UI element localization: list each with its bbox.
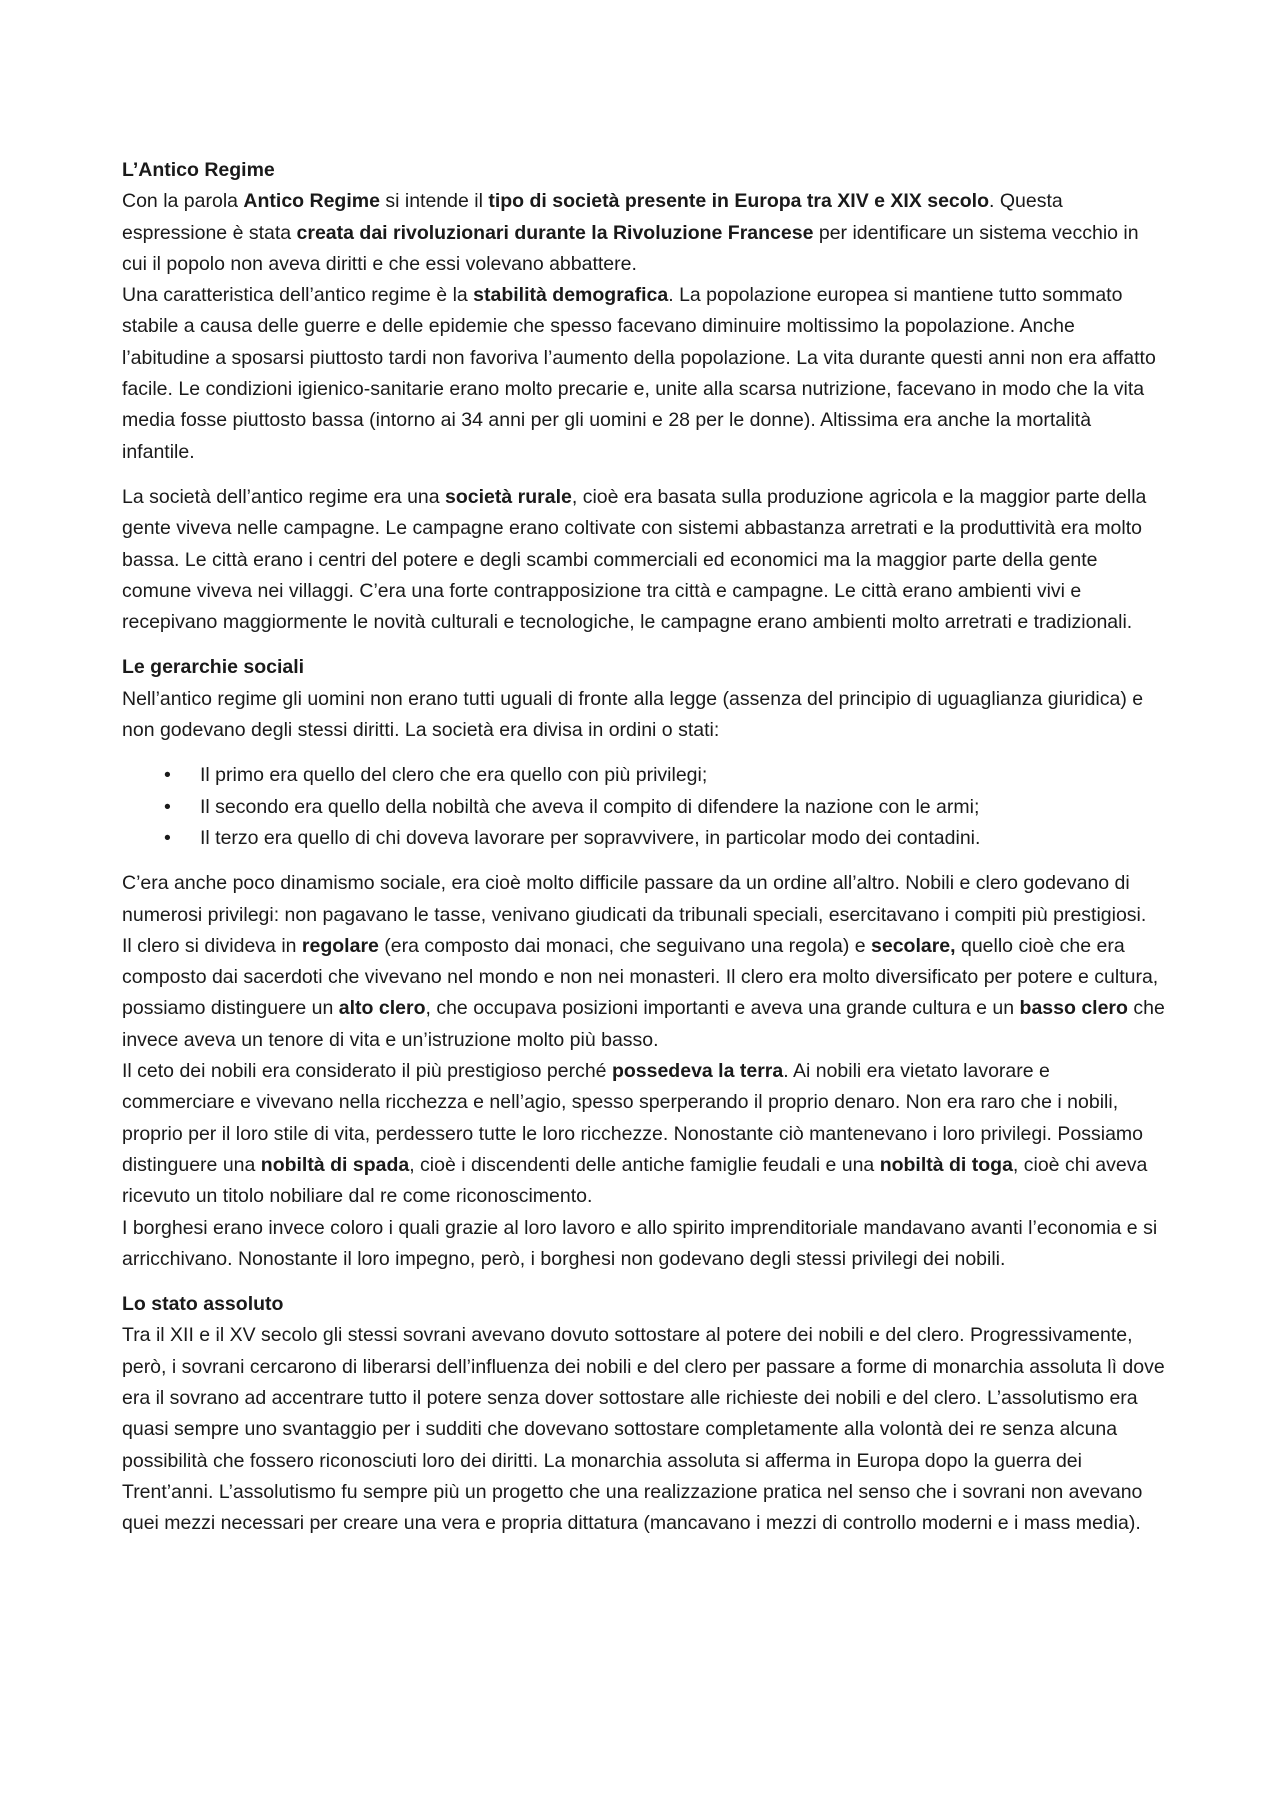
paragraph xyxy=(122,1213,1165,1276)
bold-text-run: stabilità demografica xyxy=(473,284,669,307)
bullet-icon: • xyxy=(164,826,171,849)
paragraph xyxy=(122,1056,1165,1212)
paragraph xyxy=(122,482,1165,638)
paragraph xyxy=(122,280,1165,468)
text-run: (era composto dai monaci, che seguivano una regola) e xyxy=(378,934,871,957)
text-run: I borghesi erano invece coloro i quali grazie al loro lavoro e allo spirito imprenditoriale mandavano avanti l’economia e si arricchivano. Nonostante il loro impegno, però, i borghesi non godevano degli stessi privilegi dei nobili. xyxy=(122,1216,1158,1270)
text-run: Nell’antico regime gli uomini non erano tutti uguali di fronte alla legge (assenza del principio di uguaglianza giuridica) e non godevano degli stessi diritti. La società era divisa in ordini o stati: xyxy=(122,687,1144,742)
document-body xyxy=(122,155,1165,1539)
list-item-text: Il primo era quello del clero che era quello con più privilegi; xyxy=(200,764,708,787)
bold-text-run: basso clero xyxy=(1019,997,1128,1020)
text-run: , cioè era basata sulla produzione agricola e la maggior parte della gente viveva nelle campagne. Le campagne erano coltivate con sistemi abbastanza arretrati e la produttività era molto bassa. Le città erano i centri del potere e degli scambi commerciali ed economici ma la maggior parte della gente comune viveva nei villaggi. C’era una forte contrapposizione tra città e campagne. Le città erano ambienti vivi e recepivano maggiormente le novità culturali e tecnologiche, le campagne erano ambienti molto arretrati e tradizionali. xyxy=(122,485,1147,634)
bold-text-run: possedeva la terra xyxy=(611,1060,784,1083)
text-run: . La popolazione europea si mantiene tutto sommato stabile a causa delle guerre e delle epidemie che spesso facevano diminuire moltissimo la popolazione. Anche l’abitudine a sposarsi piuttosto tardi non favoriva l’aumento della popolazione. La vita durante questi anni non era affatto facile. Le condizioni igienico-sanitarie erano molto precarie e, unite alla scarsa nutrizione, facevano in modo che la vita media fosse piuttosto bassa (intorno ai 34 anni per gli uomini e 28 per le donne). Altissima era anche la mortalità infantile. xyxy=(122,284,1156,463)
text-run: che invece aveva un tenore di vita e un’istruzione molto più basso. xyxy=(122,997,1165,1051)
list-item xyxy=(122,823,1165,854)
bold-text-run: Antico Regime xyxy=(243,190,380,213)
bold-text-run: secolare, xyxy=(871,934,956,957)
paragraph xyxy=(122,868,1165,931)
bold-text-run: alto clero xyxy=(338,997,426,1020)
paragraph xyxy=(122,684,1165,747)
section-title-stato-assoluto: Lo stato assoluto xyxy=(122,1293,284,1316)
list-item xyxy=(122,760,1165,791)
bullet-icon: • xyxy=(164,795,171,818)
paragraph xyxy=(122,931,1165,1056)
text-run: C’era anche poco dinamismo sociale, era cioè molto difficile passare da un ordine all’altro. Nobili e clero godevano di numerosi privilegi: non pagavano le tasse, venivano giudicati da tribunali speciali, esercitavano i compiti più prestigiosi. xyxy=(122,872,1147,926)
paragraph xyxy=(122,186,1165,280)
bold-text-run: nobiltà di toga xyxy=(879,1153,1013,1176)
bold-text-run: società rurale xyxy=(445,485,572,508)
bold-text-run: nobiltà di spada xyxy=(260,1153,410,1176)
paragraph xyxy=(122,1320,1165,1539)
list-item-text: Il terzo era quello di chi doveva lavorare per sopravvivere, in particolar modo dei contadini. xyxy=(200,826,981,849)
text-run: La società dell’antico regime era una xyxy=(122,485,446,508)
text-run: Con la parola xyxy=(122,190,244,213)
bold-text-run: tipo di società presente in Europa tra XIV e XIX secolo xyxy=(488,190,989,213)
text-run: , cioè i discendenti delle antiche famiglie feudali e una xyxy=(409,1153,880,1176)
bullet-icon: • xyxy=(164,764,171,787)
text-run: Tra il XII e il XV secolo gli stessi sovrani avevano dovuto sottostare al potere dei nobili e del clero. Progressivamente, però, i sovrani cercarono di liberarsi dell’influenza dei nobili e del clero per passare a forme di monarchia assoluta lì dove era il sovrano ad accentrare tutto il potere senza dover sottostare alle richieste dei nobili e del clero. L’assolutismo era quasi sempre uno svantaggio per i sudditi che dovevano sottostare completamente alla volontà dei re senza alcuna possibilità che fossero riconosciuti loro dei diritti. La monarchia assoluta si afferma in Europa dopo la guerra dei Trent’anni. L’assolutismo fu sempre più un progetto che una realizzazione pratica nel senso che i sovrani non avevano quei mezzi necessari per creare una vera e propria dittatura (mancavano i mezzi di controllo moderni e i mass media). xyxy=(122,1324,1165,1535)
bold-text-run: creata dai rivoluzionari durante la Rivoluzione Francese xyxy=(296,221,814,244)
text-run: , che occupava posizioni importanti e aveva una grande cultura e un xyxy=(425,997,1020,1020)
text-run: , cioè chi aveva ricevuto un titolo nobiliare dal re come riconoscimento. xyxy=(122,1153,1148,1208)
list-item-text: Il secondo era quello della nobiltà che aveva il compito di difendere la nazione con le armi; xyxy=(200,795,980,818)
text-run: . Questa espressione è stata xyxy=(122,190,1063,244)
text-run: Una caratteristica dell’antico regime è la xyxy=(122,284,474,307)
text-run: si intende il xyxy=(379,190,489,213)
text-run: per identificare un sistema vecchio in cui il popolo non aveva diritti e che essi volevano abbattere. xyxy=(122,221,1139,275)
section-title-gerarchie-sociali: Le gerarchie sociali xyxy=(122,656,305,679)
text-run: . Ai nobili era vietato lavorare e commerciare e vivevano nella ricchezza e nell’agio, spesso sperperando il proprio denaro. Non era raro che i nobili, proprio per il loro stile di vita, perdessero tutte le loro ricchezze. Nonostante ciò mantenevano i loro privilegi. Possiamo distinguere una xyxy=(122,1060,1143,1176)
section-title-antico-regime: L’Antico Regime xyxy=(122,159,275,181)
bold-text-run: regolare xyxy=(301,934,379,957)
list-item xyxy=(122,792,1165,823)
text-run: Il clero si divideva in xyxy=(122,934,302,957)
text-run: Il ceto dei nobili era considerato il più prestigioso perché xyxy=(122,1060,612,1083)
orders-list xyxy=(122,760,1165,854)
text-run: quello cioè che era composto dai sacerdoti che vivevano nel mondo e non nei monasteri. Il clero era molto diversificato per potere e cultura, possiamo distinguere un xyxy=(122,934,1159,1020)
